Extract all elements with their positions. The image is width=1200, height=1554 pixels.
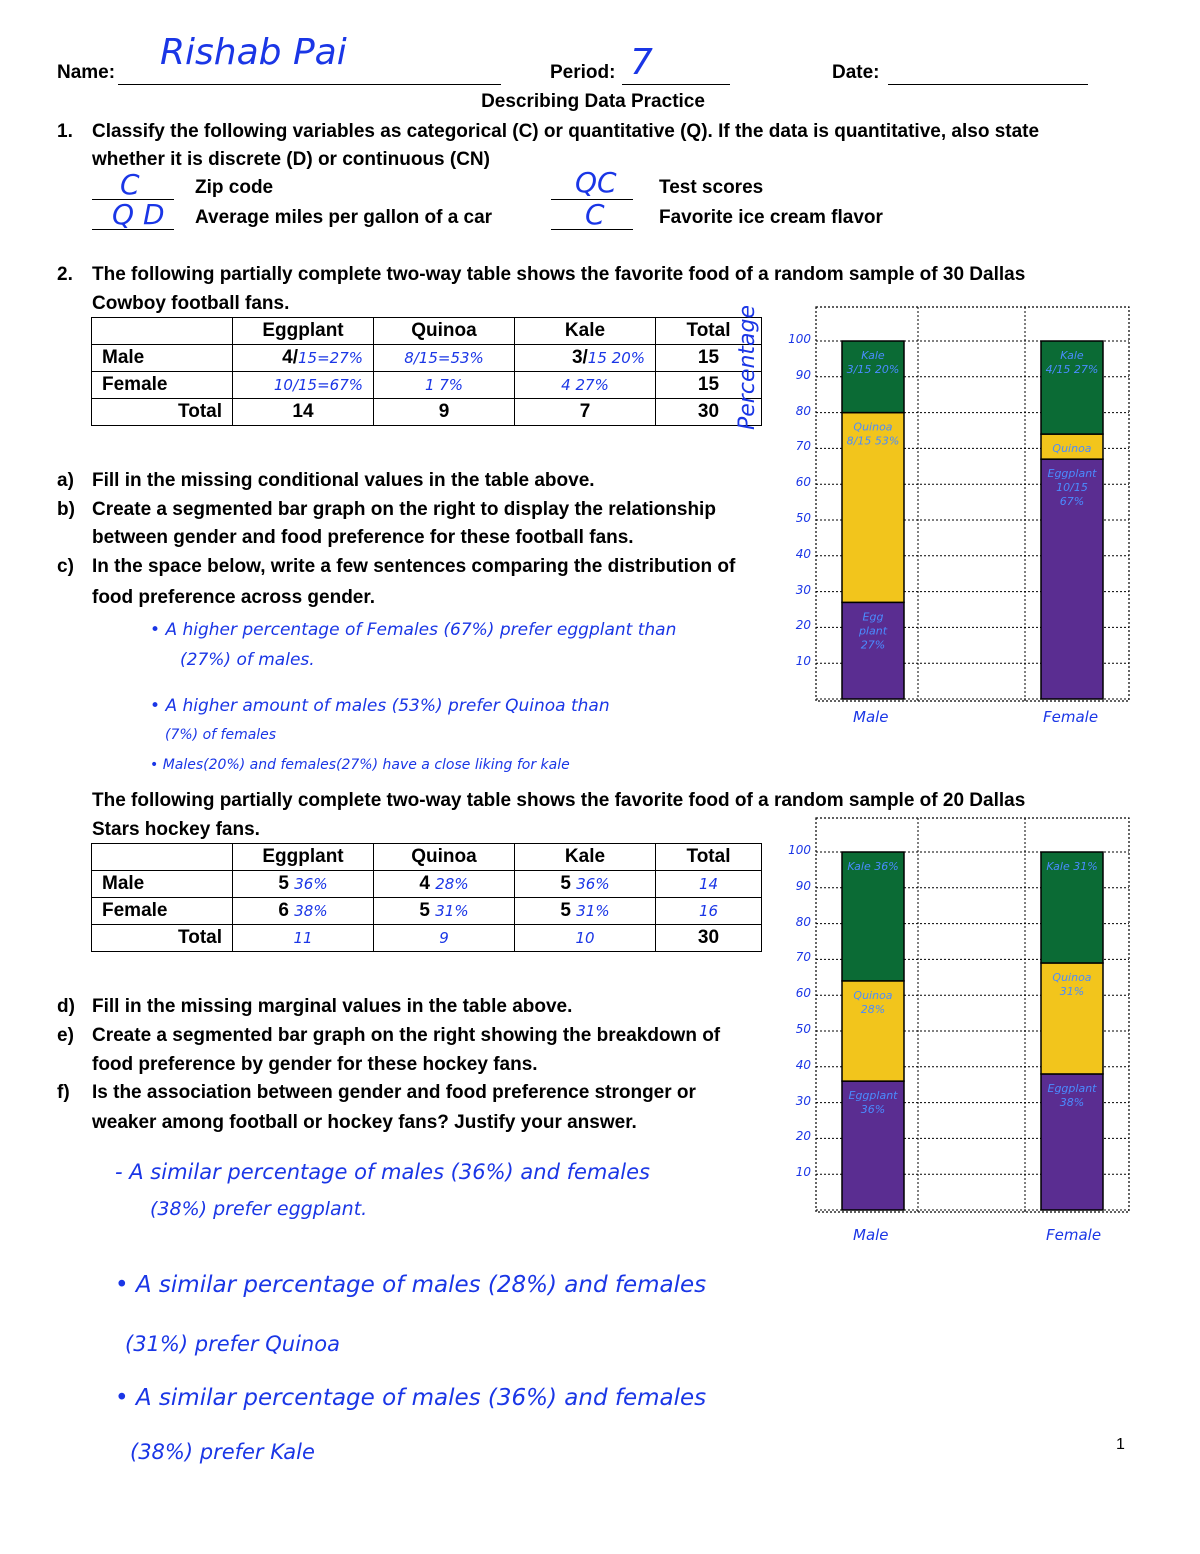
q3-answer-line: (38%) prefer Kale: [130, 1440, 315, 1464]
q2-prompt-line1: The following partially complete two-way table shows the favorite food of a random sample of 30 Dallas: [92, 264, 1026, 285]
q1-prompt-line1: Classify the following variables as categorical (C) or quantitative (Q). If the data is quantitative, also state: [92, 121, 1040, 142]
chart2-xlabel-female: Female: [1046, 1226, 1102, 1244]
q1-answer-mpg: Q D: [112, 198, 165, 231]
name-handwriting: Rishab Pai: [160, 32, 347, 73]
chart2-tick-labels: [775, 817, 815, 1213]
bar-segment-label: 36%: [860, 1103, 886, 1117]
table-header-kale: Kale: [515, 844, 656, 871]
tick-label: 70: [795, 439, 811, 454]
cell-female-quinoa[interactable]: 5 31%: [374, 898, 515, 925]
q1-prompt-line2: whether it is discrete (D) or continuous (CN): [92, 149, 490, 170]
bar-segment-label: Quinoa: [1052, 442, 1092, 456]
table-row: [92, 399, 762, 426]
bar-segment-label: Egg: [862, 610, 884, 624]
table-row: [92, 898, 762, 925]
part-f-letter: f): [57, 1082, 70, 1103]
name-line[interactable]: [118, 84, 501, 85]
q3-answer-line: - A similar percentage of males (36%) and females: [115, 1160, 650, 1184]
cell-total-quinoa: 9: [374, 399, 515, 426]
tick-label: 40: [795, 1057, 811, 1072]
table-header-eggplant: Eggplant: [233, 844, 374, 871]
part-e-letter: e): [57, 1025, 74, 1046]
q1-label-mpg: Average miles per gallon of a car: [195, 207, 493, 228]
bar-segment-label: 31%: [1059, 984, 1085, 998]
cell-male-total[interactable]: 14: [656, 871, 762, 898]
tick-label: 20: [795, 618, 811, 633]
q2-number: 2.: [57, 264, 73, 285]
bar-segment-label: Quinoa: [853, 988, 893, 1002]
bar-segment-label: 67%: [1059, 495, 1085, 509]
bar-segment-label: Kale 36%: [847, 860, 899, 873]
tick-label: 80: [795, 403, 811, 418]
bar-segment-label: 10/15: [1056, 481, 1088, 495]
part-f-text-2: weaker among football or hockey fans? Justify your answer.: [92, 1112, 637, 1133]
cell-male-eggplant[interactable]: 4/15=27%: [233, 345, 374, 372]
chart2-xlabel-male: Male: [853, 1226, 889, 1244]
tick-label: 30: [795, 1093, 811, 1108]
bar-segment-label: 28%: [860, 1002, 886, 1016]
part-c-text-2: food preference across gender.: [92, 587, 375, 608]
football-segmented-bar-chart: [815, 306, 1130, 702]
q1-answer-tests: QC: [575, 166, 617, 199]
table-header-kale: Kale: [515, 318, 656, 345]
tick-label: 40: [795, 546, 811, 561]
part-e-text-2: food preference by gender for these hockey fans.: [92, 1054, 538, 1075]
q2-answer-line: • Males(20%) and females(27%) have a close liking for kale: [150, 757, 570, 773]
bar-segment-label: Kale 31%: [1046, 860, 1098, 873]
bar-segment-label: Quinoa: [1052, 970, 1092, 984]
bar-segment-label: Quinoa: [853, 420, 893, 434]
bar-segment-label: 38%: [1059, 1095, 1085, 1109]
football-chart-svg: [815, 306, 1130, 702]
cell-male-quinoa[interactable]: 8/15=53%: [374, 345, 515, 372]
part-a-letter: a): [57, 470, 74, 491]
q1-number: 1.: [57, 121, 73, 142]
cell-total-quinoa[interactable]: 9: [374, 925, 515, 952]
part-a-text: Fill in the missing conditional values in the table above.: [92, 470, 595, 491]
cell-female-total: 15: [656, 372, 762, 399]
hockey-segmented-bar-chart: [815, 817, 1130, 1213]
cell-male-total: 15: [656, 345, 762, 372]
table-header-total: Total: [656, 844, 762, 871]
period-handwriting: 7: [630, 42, 653, 83]
row-label-total: Total: [92, 925, 233, 952]
tick-label: 60: [795, 475, 811, 490]
row-label-male: Male: [92, 871, 233, 898]
part-c-text-1: In the space below, write a few sentences comparing the distribution of: [92, 556, 736, 577]
cell-total-eggplant[interactable]: 11: [233, 925, 374, 952]
period-label: Period:: [550, 62, 616, 83]
cell-male-kale[interactable]: 3/15 20%: [515, 345, 656, 372]
table-row: [92, 345, 762, 372]
q1-label-tests: Test scores: [659, 177, 764, 198]
cell-female-total[interactable]: 16: [656, 898, 762, 925]
date-label: Date:: [832, 62, 880, 83]
cell-female-kale[interactable]: 5 31%: [515, 898, 656, 925]
row-label-total: Total: [92, 399, 233, 426]
cell-total-kale: 7: [515, 399, 656, 426]
row-label-female: Female: [92, 898, 233, 925]
table-header-blank: [92, 844, 233, 871]
chart1-ylabel: Percentage: [735, 304, 760, 430]
tick-label: 80: [795, 914, 811, 929]
football-two-way-table: [91, 317, 762, 426]
cell-total-total: 30: [656, 925, 762, 952]
row-label-male: Male: [92, 345, 233, 372]
cell-female-eggplant[interactable]: 6 38%: [233, 898, 374, 925]
q3-answer-line: • A similar percentage of males (36%) and females: [115, 1385, 707, 1411]
q2-answer-line: (27%) of males.: [180, 650, 315, 670]
chart1-tick-labels: [775, 306, 815, 702]
part-f-text-1: Is the association between gender and food preference stronger or: [92, 1082, 696, 1103]
q3-prompt-line2: Stars hockey fans.: [92, 819, 260, 840]
tick-label: 50: [795, 1022, 811, 1036]
part-b-letter: b): [57, 499, 75, 520]
name-label: Name:: [57, 62, 116, 83]
bar-segment-label: 3/15 20%: [846, 363, 900, 376]
part-c-letter: c): [57, 556, 74, 577]
chart1-xlabel-female: Female: [1043, 708, 1099, 726]
q1-label-icecream: Favorite ice cream flavor: [659, 207, 883, 228]
bar-segment-label: Eggplant: [1047, 467, 1097, 481]
q2-answer-line: (7%) of females: [165, 727, 277, 743]
part-e-text-1: Create a segmented bar graph on the right showing the breakdown of: [92, 1025, 721, 1046]
tick-label: 100: [788, 843, 811, 857]
cell-male-quinoa[interactable]: 4 28%: [374, 871, 515, 898]
date-line[interactable]: [888, 84, 1088, 85]
tick-label: 70: [795, 950, 811, 965]
q3-answer-line: (31%) prefer Quinoa: [125, 1332, 340, 1356]
table-header-blank: [92, 318, 233, 345]
cell-male-kale[interactable]: 5 36%: [515, 871, 656, 898]
part-b-text-2: between gender and food preference for these football fans.: [92, 527, 634, 548]
hockey-chart-svg: [815, 817, 1130, 1213]
page-title: Describing Data Practice: [481, 91, 705, 112]
table-header-quinoa: Quinoa: [374, 844, 515, 871]
table-header-eggplant: Eggplant: [233, 318, 374, 345]
tick-label: 10: [795, 1165, 811, 1180]
part-b-text-1: Create a segmented bar graph on the right to display the relationship: [92, 499, 716, 520]
cell-total-eggplant: 14: [233, 399, 374, 426]
part-d-text: Fill in the missing marginal values in the table above.: [92, 996, 573, 1017]
q1-answer-zip: C: [120, 168, 140, 201]
period-line[interactable]: [622, 84, 730, 85]
q2-answer-line: • A higher percentage of Females (67%) prefer eggplant than: [150, 620, 677, 640]
cell-male-eggplant[interactable]: 5 36%: [233, 871, 374, 898]
bar-segment-label: Kale: [1060, 349, 1084, 362]
q3-answer-line: (38%) prefer eggplant.: [150, 1198, 368, 1220]
hockey-two-way-table: [91, 843, 762, 952]
tick-label: 50: [795, 511, 811, 525]
bar-segment-label: 8/15 53%: [846, 434, 900, 448]
q1-label-zip: Zip code: [195, 177, 274, 198]
tick-label: 90: [795, 878, 811, 893]
tick-label: 90: [795, 367, 811, 382]
table-header-quinoa: Quinoa: [374, 318, 515, 345]
tick-label: 60: [795, 986, 811, 1001]
table-row: [92, 372, 762, 399]
table-header-total: Total: [656, 318, 762, 345]
bar-segment-label: Kale: [861, 349, 885, 362]
cell-female-kale[interactable]: 4 27%: [515, 372, 656, 399]
q2-answer-line: • A higher amount of males (53%) prefer Quinoa than: [150, 696, 610, 716]
tick-label: 10: [795, 654, 811, 669]
bar-segment-label: Eggplant: [1047, 1081, 1097, 1095]
chart1-xlabel-male: Male: [853, 708, 889, 726]
q3-prompt-line1: The following partially complete two-way table shows the favorite food of a random sample of 20 Dallas: [92, 790, 1026, 811]
part-d-letter: d): [57, 996, 75, 1017]
row-label-female: Female: [92, 372, 233, 399]
q2-prompt-line2: Cowboy football fans.: [92, 293, 290, 314]
bar-segment-label: 4/15 27%: [1045, 363, 1099, 376]
tick-label: 30: [795, 582, 811, 597]
table-row: [92, 871, 762, 898]
q3-answer-line: • A similar percentage of males (28%) and females: [115, 1272, 707, 1298]
tick-label: 100: [788, 332, 811, 346]
cell-total-kale[interactable]: 10: [515, 925, 656, 952]
tick-label: 20: [795, 1129, 811, 1144]
cell-female-quinoa[interactable]: 1 7%: [374, 372, 515, 399]
bar-segment-label: plant: [858, 624, 888, 638]
cell-total-total: 30: [656, 399, 762, 426]
q1-answer-icecream: C: [585, 198, 605, 231]
page-number: 1: [1116, 1436, 1125, 1453]
bar-segment-label: Eggplant: [848, 1089, 898, 1103]
table-row: [92, 925, 762, 952]
bar-segment-label: 27%: [860, 638, 886, 652]
cell-female-eggplant[interactable]: 10/15=67%: [233, 372, 374, 399]
